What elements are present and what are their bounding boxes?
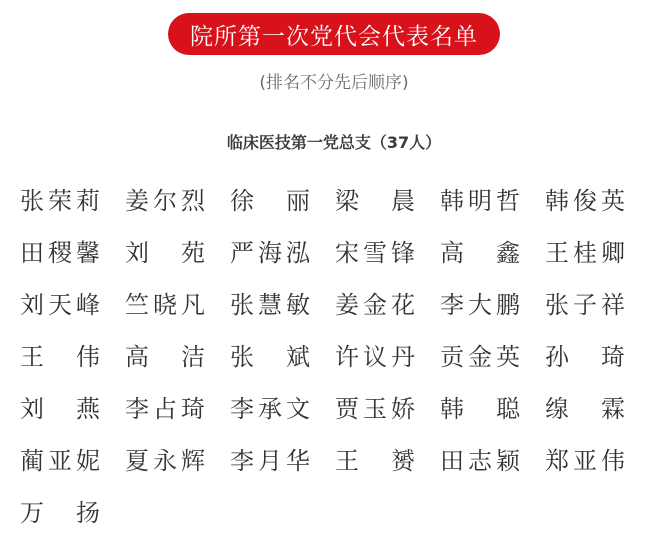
name-entry: 高 鑫 bbox=[440, 238, 520, 267]
name-entry: 田 稷 馨 bbox=[20, 238, 100, 267]
name-entry: 严 海 泓 bbox=[230, 238, 310, 267]
name-entry: 韩 明 哲 bbox=[440, 186, 520, 215]
name-entry: 张 子 祥 bbox=[545, 290, 625, 319]
name-entry: 贾 玉 娇 bbox=[335, 394, 415, 423]
name-entry: 刘 燕 bbox=[20, 394, 100, 423]
name-entry: 夏 永 辉 bbox=[125, 446, 205, 475]
name-entry: 蔺 亚 妮 bbox=[20, 446, 100, 475]
name-entry: 宋 雪 锋 bbox=[335, 238, 415, 267]
name-entry: 贡 金 英 bbox=[440, 342, 520, 371]
name-entry: 竺 晓 凡 bbox=[125, 290, 205, 319]
name-entry: 李 承 文 bbox=[230, 394, 310, 423]
name-entry: 韩 聪 bbox=[440, 394, 520, 423]
name-entry: 张 荣 莉 bbox=[20, 186, 100, 215]
name-entry: 徐 丽 bbox=[230, 186, 310, 215]
name-entry: 刘 天 峰 bbox=[20, 290, 100, 319]
page-title: 院所第一次党代会代表名单 bbox=[168, 13, 500, 55]
name-entry: 张 慧 敏 bbox=[230, 290, 310, 319]
name-entry: 缐 霖 bbox=[545, 394, 625, 423]
page-subtitle: (排名不分先后顺序) bbox=[259, 73, 409, 93]
name-entry: 孙 琦 bbox=[545, 342, 625, 371]
name-entry: 高 洁 bbox=[125, 342, 205, 371]
name-entry: 梁 晨 bbox=[335, 186, 415, 215]
section-heading: 临床医技第一党总支（37人） bbox=[226, 133, 442, 152]
name-entry: 李 占 琦 bbox=[125, 394, 205, 423]
name-entry: 郑 亚 伟 bbox=[545, 446, 625, 475]
name-entry: 姜 金 花 bbox=[335, 290, 415, 319]
name-entry: 张 斌 bbox=[230, 342, 310, 371]
name-entry: 李 月 华 bbox=[230, 446, 310, 475]
name-entry: 万 扬 bbox=[20, 498, 100, 527]
name-entry: 田 志 颖 bbox=[440, 446, 520, 475]
name-list bbox=[20, 172, 650, 536]
title-banner bbox=[0, 13, 668, 55]
name-entry: 许 议 丹 bbox=[335, 342, 415, 371]
name-entry: 韩 俊 英 bbox=[545, 186, 625, 215]
name-entry: 姜 尔 烈 bbox=[125, 186, 205, 215]
name-entry: 王 桂 卿 bbox=[545, 238, 625, 267]
name-entry: 王 伟 bbox=[20, 342, 100, 371]
name-entry: 李 大 鹏 bbox=[440, 290, 520, 319]
name-entry: 刘 苑 bbox=[125, 238, 205, 267]
name-entry: 王 赟 bbox=[335, 446, 415, 475]
